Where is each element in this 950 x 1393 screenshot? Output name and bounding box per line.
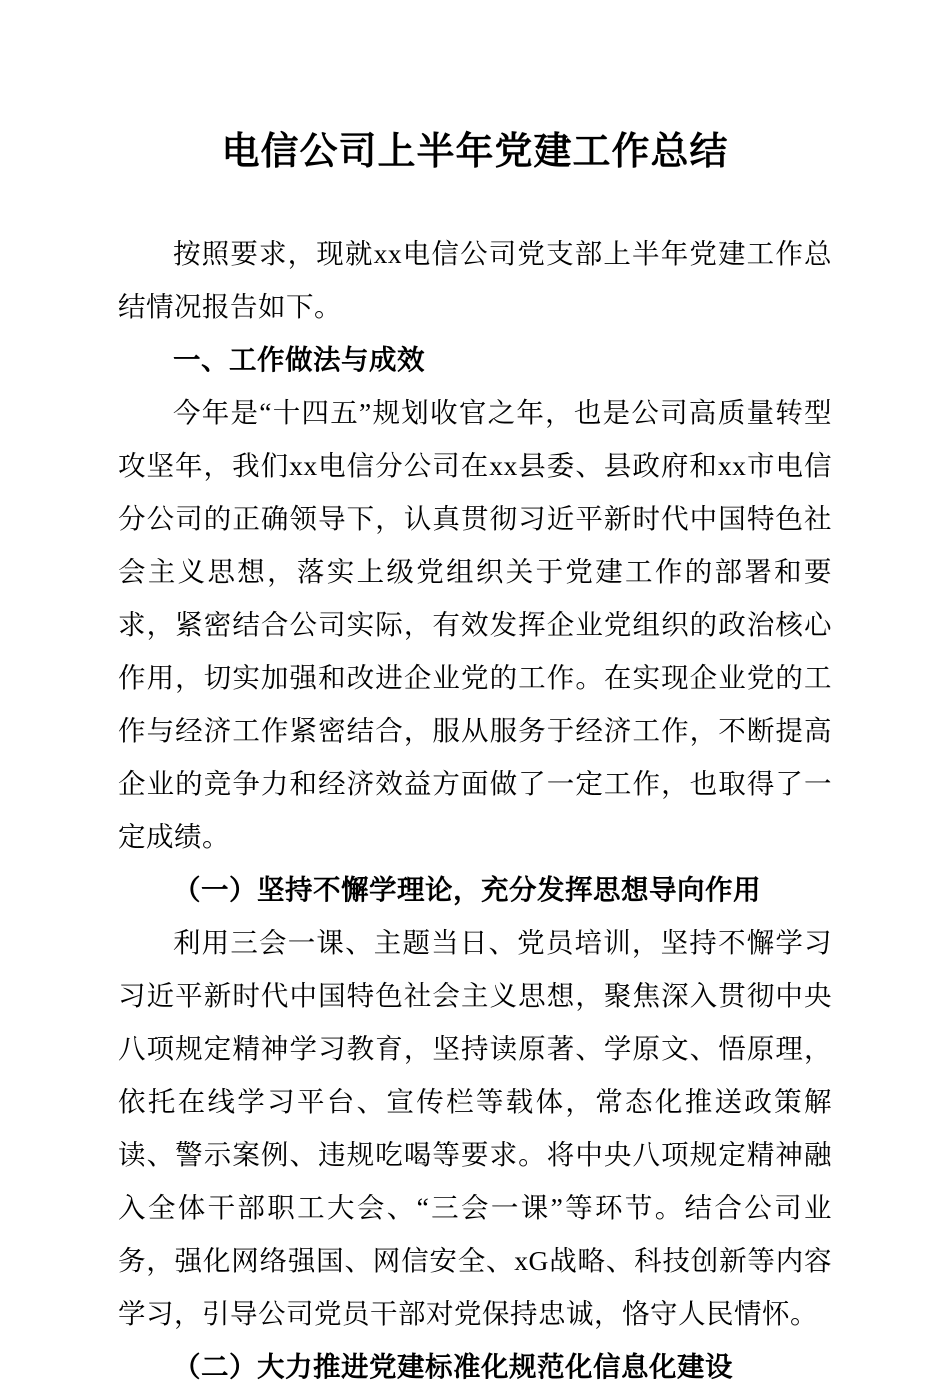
section-heading-work-methods: 一、工作做法与成效 xyxy=(173,344,425,376)
paragraph-section-overview: 今年是“十四五”规划收官之年，也是公司高质量转型攻坚年，我们xx电信分公司在xx县委、县政府和xx市电信分公司的正确领导下，认真贯彻习近平新时代中国特色社会主义思想，落实上级党组织关于党建工作的部署和要求，紧密结合公司实际，有效发挥企业党组织的政治核心作用，切实加强和改进企业党的工作。在实现企业党的工作与经济工作紧密结合，服从服务于经济工作，不断提高企业的竞争力和经济效益方面做了一定工作，也取得了一定成绩。 xyxy=(118,397,832,853)
subsection-heading-standardization: （二）大力推进党建标准化规范化信息化建设 xyxy=(173,1351,733,1383)
document-title: 电信公司上半年党建工作总结 xyxy=(221,131,729,173)
paragraph-theory-study: 利用三会一课、主题当日、党员培训，坚持不懈学习习近平新时代中国特色社会主义思想，聚焦深入贯彻中央八项规定精神学习教育，坚持读原著、学原文、悟原理，依托在线学习平台、宣传栏等载体，常态化推送政策解读、警示案例、违规吃喝等要求。将中央八项规定精神融入全体干部职工大会、“三会一课”等环节。结合公司业务，强化网络强国、网信安全、xG战略、科技创新等内容学习，引导公司党员干部对党保持忠诚，恪守人民情怀。 xyxy=(118,927,832,1330)
subsection-heading-theory-study: （一）坚持不懈学理论，充分发挥思想导向作用 xyxy=(173,874,761,906)
paragraph-intro: 按照要求，现就xx电信公司党支部上半年党建工作总结情况报告如下。 xyxy=(118,238,832,323)
